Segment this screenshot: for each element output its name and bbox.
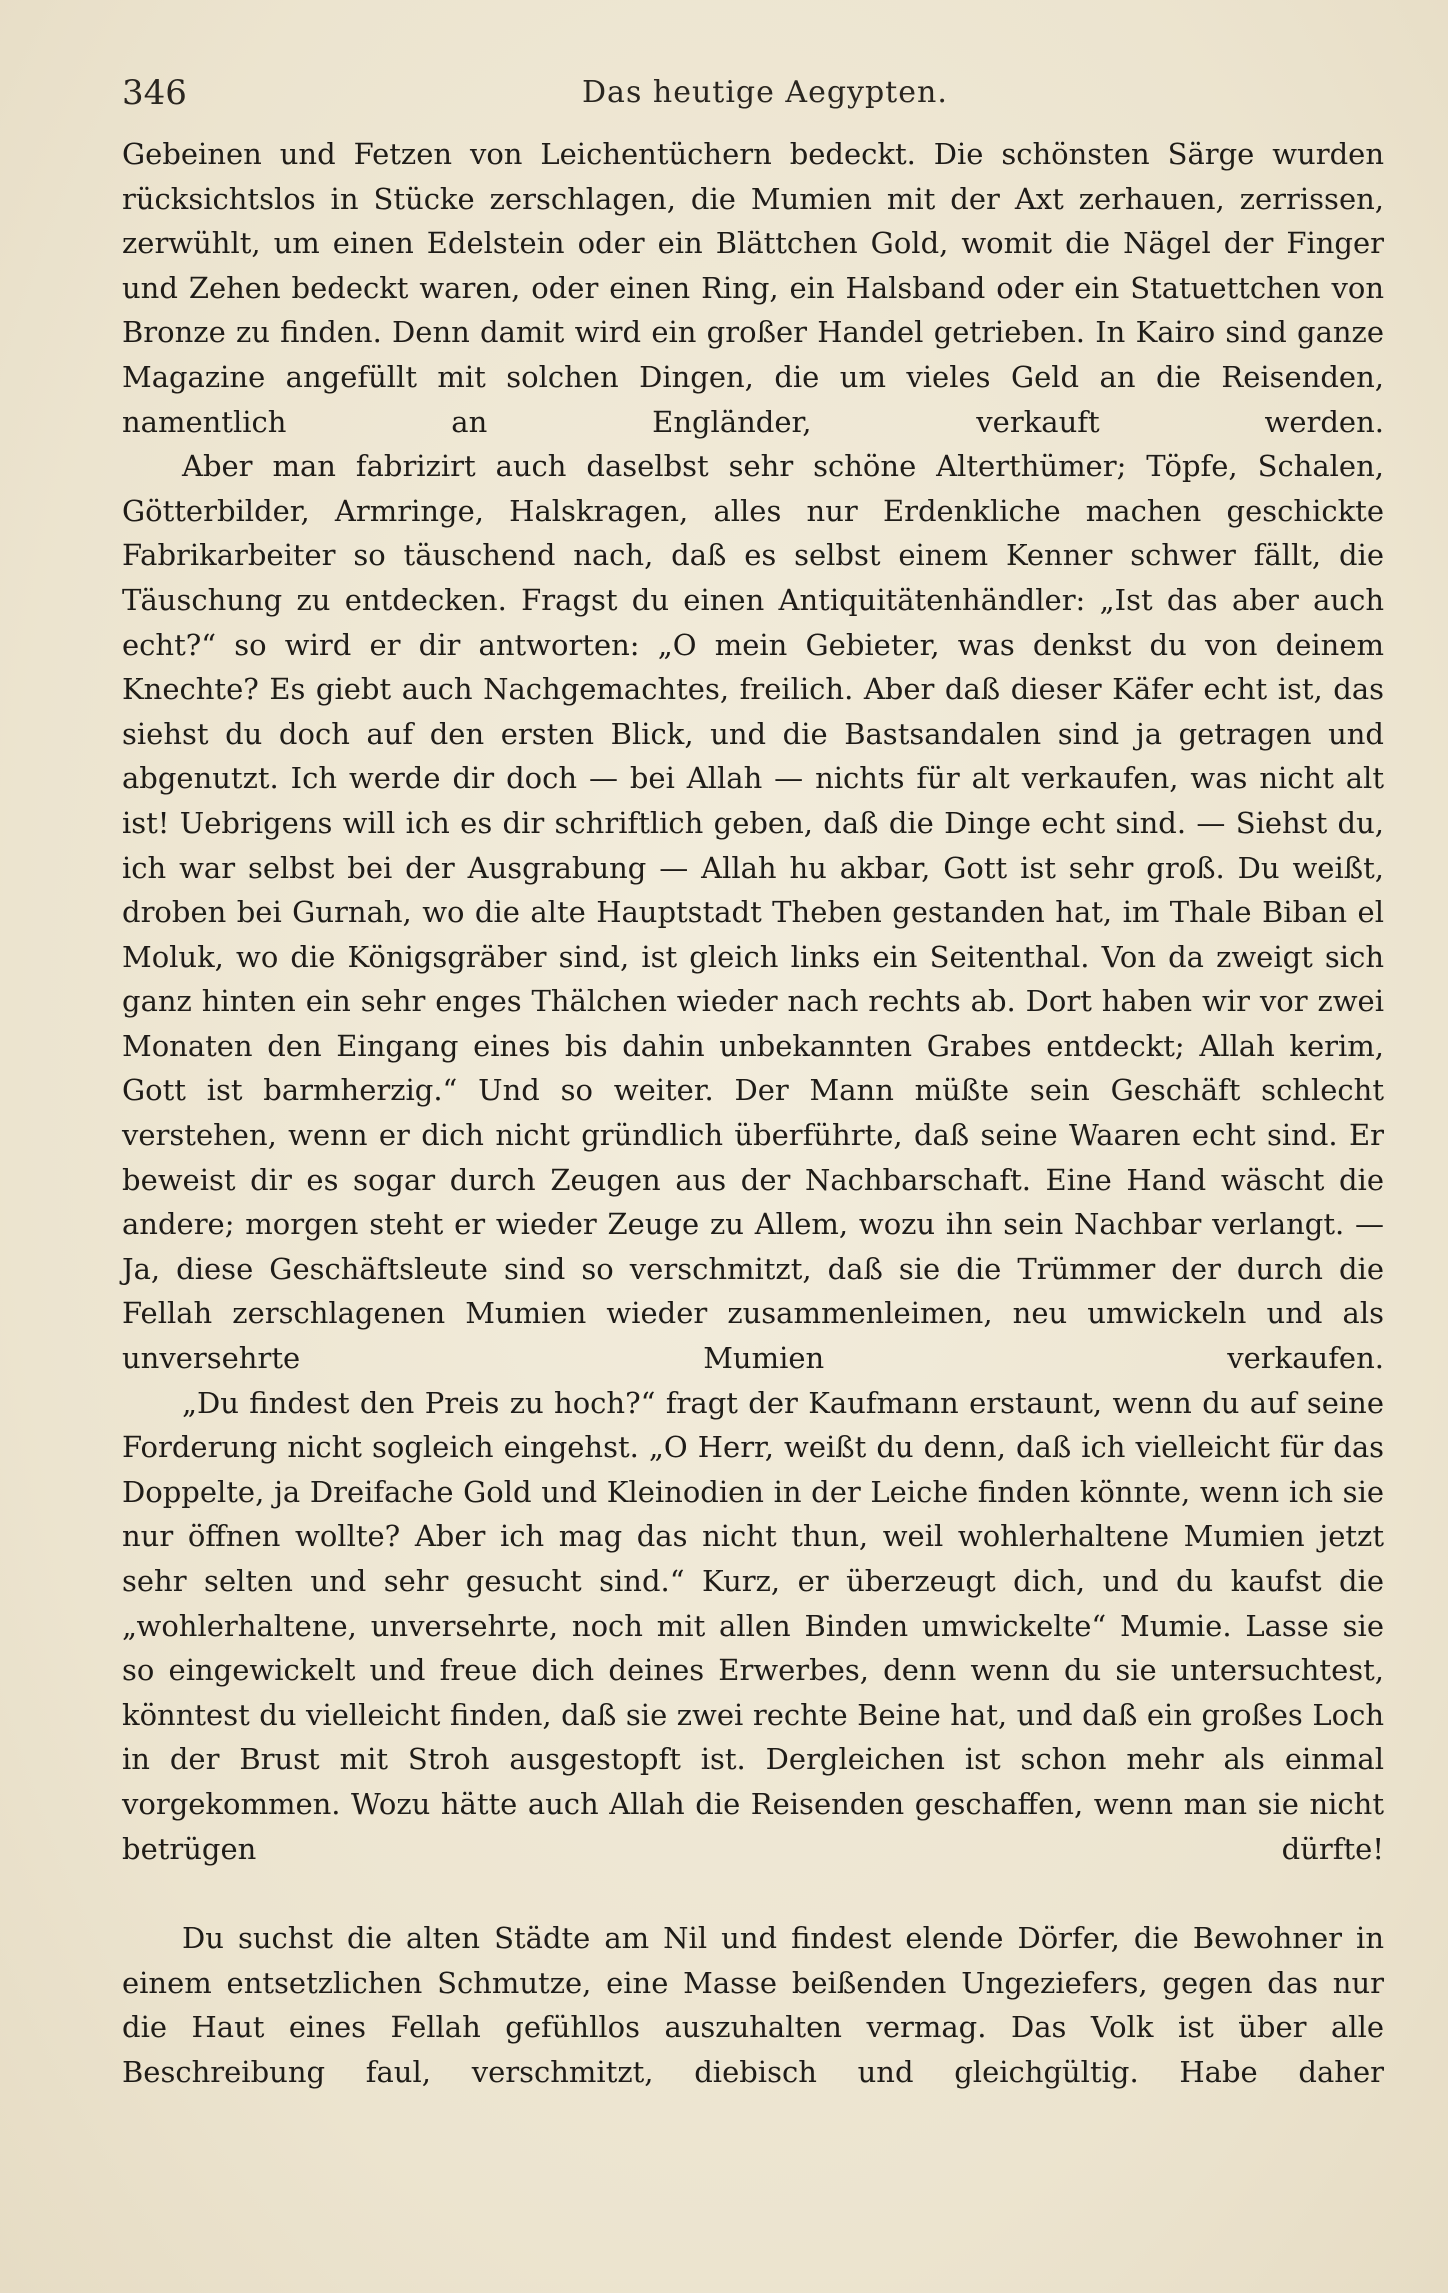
body-text — [122, 132, 1384, 2095]
page-header — [122, 68, 1384, 118]
section-break — [122, 1871, 1384, 1916]
paragraph-antiquities-forgery: Aber man fabrizirt auch daselbst sehr schöne Alterthümer; Töpfe, Schalen, Götterbilder, Armringe, Halskragen, alles nur Erdenkliche machen geschickte Fabrikarbeiter so täuschend nach, daß es selbst einem Kenner schwer fällt, die Täuschung zu entdecken. Fragst du einen Antiquitätenhändler: „Ist das aber auch echt?“ so wird er dir antworten: „O mein Gebieter, was denkst du von deinem Knechte? Es giebt auch Nachgemachtes, freilich. Aber daß dieser Käfer echt ist, das siehst du doch auf den ersten Blick, und die Bastsandalen sind ja getragen und abgenutzt. Ich werde dir doch — bei Allah — nichts für alt verkaufen, was nicht alt ist! Uebrigens will ich es dir schriftlich geben, daß die Dinge echt sind. — Siehst du, ich war selbst bei der Ausgrabung — Allah hu akbar, Gott ist sehr groß. Du weißt, droben bei Gurnah, wo die alte Hauptstadt Theben gestanden hat, im Thale Biban el Moluk, wo die Königsgräber sind, ist gleich links ein Seitenthal. Von da zweigt sich ganz hinten ein sehr enges Thälchen wieder nach rechts ab. Dort haben wir vor zwei Monaten den Eingang eines bis dahin unbekannten Grabes entdeckt; Allah kerim, Gott ist barmherzig.“ Und so weiter. Der Mann müßte sein Geschäft schlecht verstehen, wenn er dich nicht gründlich überführte, daß seine Waaren echt sind. Er beweist dir es sogar durch Zeugen aus der Nachbarschaft. Eine Hand wäscht die andere; morgen steht er wieder Zeuge zu Allem, wozu ihn sein Nachbar verlangt. — Ja, diese Geschäftsleute sind so verschmitzt, daß sie die Trümmer der durch die Fellah zerschlagenen Mumien wieder zusammenleimen, neu umwickeln und als unversehrte Mumien verkaufen. — [122, 449, 1384, 1376]
paragraph-continuation: Gebeinen und Fetzen von Leichentüchern bedeckt. Die schönsten Särge wurden rücksichtslos in Stücke zerschlagen, die Mumien mit der Axt zerhauen, zerrissen, zerwühlt, um einen Edelstein oder ein Blättchen Gold, womit die Nägel der Finger und Zehen bedeckt waren, oder einen Ring, ein Halsband oder ein Statuettchen von Bronze zu finden. Denn damit wird ein großer Handel getrieben. In Kairo sind ganze Magazine angefüllt mit solchen Dingen, die um vieles Geld an die Reisenden, namentlich an Engländer, verkauft werden. — [122, 137, 1384, 439]
page-number: 346 — [122, 73, 187, 113]
paragraph-nile-villages: Du suchst die alten Städte am Nil und findest elende Dörfer, die Bewohner in einem entsetzlichen Schmutze, eine Masse beißenden Ungeziefers, gegen das nur die Haut eines Fellah gefühllos auszuhalten vermag. Das Volk ist über alle Beschreibung faul, verschmitzt, diebisch und gleichgültig. Habe daher — [122, 1921, 1384, 2089]
paragraph-mummy-price: „Du findest den Preis zu hoch?“ fragt der Kaufmann erstaunt, wenn du auf seine Forderung nicht sogleich eingehst. „O Herr, weißt du denn, daß ich vielleicht für das Doppelte, ja Dreifache Gold und Kleinodien in der Leiche finden könnte, wenn ich sie nur öffnen wollte? Aber ich mag das nicht thun, weil wohlerhaltene Mumien jetzt sehr selten und sehr gesucht sind.“ Kurz, er überzeugt dich, und du kaufst die „wohlerhaltene, unversehrte, noch mit allen Binden umwickelte“ Mumie. Lasse sie so eingewickelt und freue dich deines Erwerbes, denn wenn du sie untersuchtest, könntest du vielleicht finden, daß sie zwei rechte Beine hat, und daß ein großes Loch in der Brust mit Stroh ausgestopft ist. Dergleichen ist schon mehr als einmal vorgekommen. Wozu hätte auch Allah die Reisenden geschaffen, wenn man sie nicht betrügen dürfte! — [122, 1385, 1384, 1866]
running-title: Das heutige Aegypten. — [582, 75, 948, 110]
